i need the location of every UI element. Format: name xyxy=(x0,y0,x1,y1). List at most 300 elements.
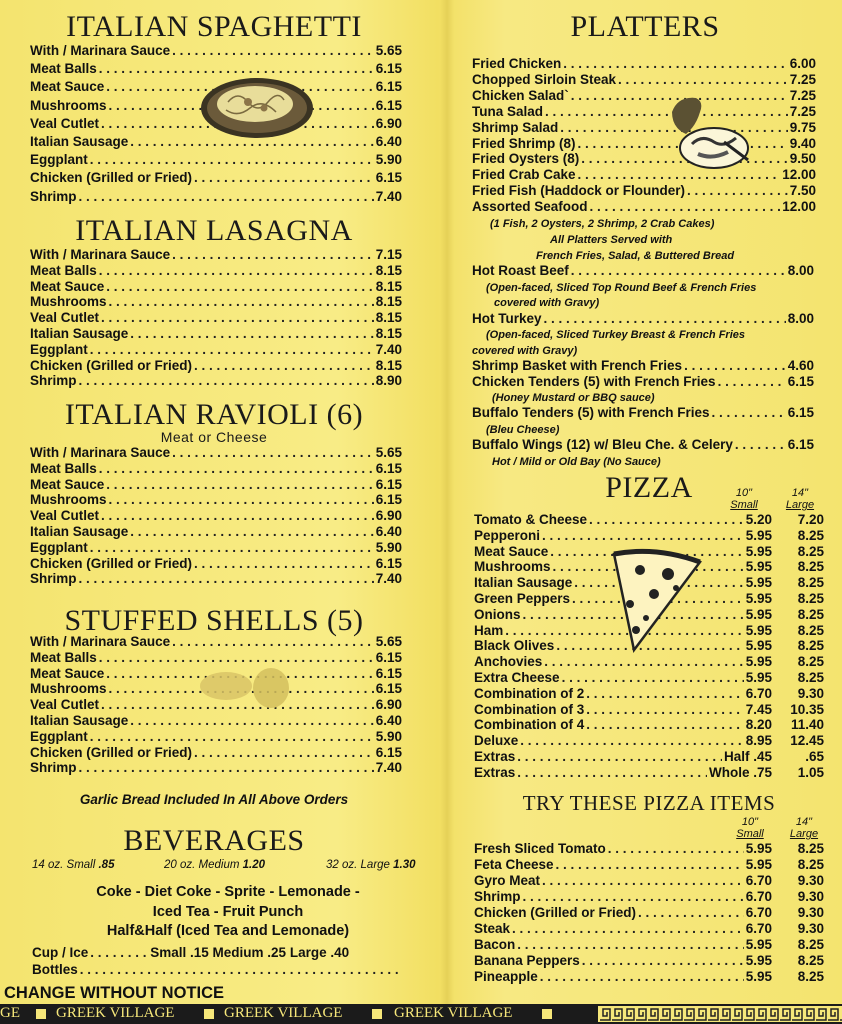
menu-item-price: 6.15 xyxy=(375,744,402,760)
pizza-large-price: 8.25 xyxy=(797,591,824,606)
pizza-small-price: 5.95 xyxy=(745,527,772,543)
pizza-small-price: 6.70 xyxy=(745,889,772,904)
pizza-item-row xyxy=(474,889,824,905)
leader-dots xyxy=(517,765,707,781)
menu-item-price: 5.90 xyxy=(375,728,402,744)
leader-dots xyxy=(563,56,787,72)
pizza-item-name: Combination of 3 xyxy=(474,701,585,717)
turkey-note-1: (Open-faced, Sliced Turkey Breast & French Fries xyxy=(486,329,745,341)
footer-brand-3: GREEK VILLAGE xyxy=(394,1005,513,1021)
size-small: 14 oz. Small .85 xyxy=(32,859,115,871)
pizza-large-price: 8.25 xyxy=(797,543,824,559)
menu-item-price: 5.90 xyxy=(375,539,402,555)
menu-item-name: Meat Sauce xyxy=(30,79,105,95)
pizza-small-price: 5.95 xyxy=(745,654,772,670)
menu-item-row xyxy=(30,745,402,761)
roast-beef-row: Hot Roast Beef . . . 8.00 xyxy=(472,263,814,279)
pizza-large-price: 8.25 xyxy=(797,969,824,984)
menu-item-name: Italian Sausage xyxy=(30,713,129,728)
leader-dots xyxy=(172,43,374,59)
pizza-small-price: 6.70 xyxy=(745,905,772,920)
pizza-item-name: Extras xyxy=(474,764,516,780)
menu-item-row xyxy=(30,189,402,205)
menu-item-price: 6.90 xyxy=(375,697,402,713)
footer-brand-1: GREEK VILLAGE xyxy=(56,1005,175,1021)
menu-item-price: 6.90 xyxy=(375,115,402,131)
leader-dots xyxy=(512,921,744,937)
menu-item-row xyxy=(30,294,402,310)
pizza-item-row xyxy=(474,765,824,781)
pizza-item-name: Pepperoni xyxy=(474,527,541,543)
ravioli-heading: ITALIAN RAVIOLI (6) xyxy=(64,398,364,431)
served-note-1: All Platters Served with xyxy=(550,234,673,246)
leader-dots xyxy=(586,717,743,733)
leader-dots xyxy=(99,263,374,279)
menu-item-name: Italian Sausage xyxy=(30,524,129,539)
leader-dots xyxy=(79,189,374,205)
leader-dots xyxy=(90,540,374,556)
pizza-item-name: Mushrooms xyxy=(474,559,551,575)
leader-dots xyxy=(556,857,744,873)
greek-key-border-icon xyxy=(598,1006,842,1022)
menu-item-price: 8.15 xyxy=(375,278,402,294)
pizza-large-price: 8.25 xyxy=(797,622,824,638)
menu-item-price: 8.15 xyxy=(375,326,402,341)
menu-item-name: Veal Cutlet xyxy=(30,508,100,524)
menu-item-price: 7.25 xyxy=(789,71,816,87)
menu-item-row xyxy=(30,524,402,540)
beverage-line-2: Iced Tea - Fruit Punch xyxy=(152,904,304,920)
menu-item-price: 8.15 xyxy=(375,262,402,278)
leader-dots xyxy=(130,326,373,342)
pizza-item-row xyxy=(474,749,824,765)
pizza-small-price: 6.70 xyxy=(745,873,772,888)
leader-dots xyxy=(172,445,374,461)
menu-item-price: 9.75 xyxy=(789,119,816,135)
roast-beef-note-1: (Open-faced, Sliced Top Round Beef & French Fries xyxy=(486,282,757,294)
menu-item-name: Shrimp xyxy=(30,188,77,204)
leader-dots xyxy=(523,889,744,905)
menu-item-row xyxy=(30,326,402,342)
pizza-item-row xyxy=(474,873,824,889)
menu-item-price: 6.15 xyxy=(375,555,402,571)
pizza-large-price: 9.30 xyxy=(797,889,824,904)
change-notice: CHANGE WITHOUT NOTICE xyxy=(4,984,224,1002)
cup-ice-row: Cup / Ice . . . Small .15 Medium .25 Large .40 xyxy=(32,945,404,961)
menu-item-price: 6.15 xyxy=(375,476,402,492)
pizza-item-name: Feta Cheese xyxy=(474,857,554,872)
leader-dots xyxy=(194,358,374,374)
stuffed-shells-icon xyxy=(198,664,294,714)
pizza-item-name: Deluxe xyxy=(474,733,519,749)
leader-dots xyxy=(638,905,744,921)
pizza-large-price: 8.25 xyxy=(797,527,824,543)
menu-item-name: With / Marinara Sauce xyxy=(30,634,171,649)
wings-note: Hot / Mild or Old Bay (No Sauce) xyxy=(492,456,661,468)
spaghetti-heading: ITALIAN SPAGHETTI xyxy=(66,10,362,43)
menu-item-name: Meat Balls xyxy=(30,262,97,278)
pizza-item-row xyxy=(474,905,824,921)
pizza-item-name: Anchovies xyxy=(474,654,543,670)
menu-item-price: 5.65 xyxy=(375,43,402,58)
menu-item-row xyxy=(30,263,402,279)
size-large: 32 oz. Large 1.30 xyxy=(326,859,416,871)
pizza-item-row xyxy=(474,717,824,733)
leader-dots xyxy=(589,512,744,528)
pizza-item-name: Bacon xyxy=(474,937,516,952)
menu-item-name: Fried Fish (Haddock or Flounder) xyxy=(472,183,686,199)
pizza-item-row xyxy=(474,921,824,937)
pizza-small-price: 7.45 xyxy=(745,701,772,717)
leader-dots xyxy=(130,713,373,729)
pizza-item-name: Pineapple xyxy=(474,969,538,984)
menu-item-price: 8.90 xyxy=(375,373,402,389)
footer-square-icon xyxy=(204,1009,214,1019)
beverage-line-3: Half&Half (Iced Tea and Lemonade) xyxy=(106,923,350,939)
pizza-item-row xyxy=(474,702,824,718)
pizza-item-name: Black Olives xyxy=(474,638,555,654)
pizza-item-row xyxy=(474,512,824,528)
menu-item-price: 7.50 xyxy=(789,183,816,199)
leader-dots xyxy=(542,528,744,544)
menu-item-row xyxy=(30,540,402,556)
served-note-2: French Fries, Salad, & Buttered Bread xyxy=(536,250,735,262)
menu-item-price: 6.15 xyxy=(375,79,402,95)
pizza-large-price: .65 xyxy=(805,749,824,764)
seafood-platter-icon xyxy=(662,94,752,174)
menu-item-name: Veal Cutlet xyxy=(30,115,100,131)
menu-item-price: 7.25 xyxy=(789,87,816,103)
menu-item-row xyxy=(30,571,402,587)
pizza-item-name: Banana Peppers xyxy=(474,953,580,968)
menu-item-price: 6.40 xyxy=(375,524,402,539)
pizza-large-price: 8.25 xyxy=(797,575,824,591)
menu-item-name: Tuna Salad xyxy=(472,103,544,119)
pizza-small-price: 5.95 xyxy=(745,591,772,606)
menu-item-price: 12.00 xyxy=(782,199,816,215)
leader-dots xyxy=(172,247,374,263)
footer-square-icon xyxy=(36,1009,46,1019)
leader-dots xyxy=(101,508,374,524)
menu-item-row xyxy=(30,43,402,59)
pizza-items-large-header: 14" Large xyxy=(789,816,819,840)
menu-item-row xyxy=(472,151,816,167)
leader-dots xyxy=(79,760,374,776)
menu-item-row xyxy=(30,461,402,477)
pizza-item-row xyxy=(474,733,824,749)
menu-item-row xyxy=(30,170,402,186)
pizza-small-price: 5.95 xyxy=(745,638,772,654)
menu-item-name: Assorted Seafood xyxy=(472,199,588,215)
footer-square-icon xyxy=(372,1009,382,1019)
leader-dots xyxy=(194,556,374,572)
menu-item-name: Meat Sauce xyxy=(30,278,105,294)
leader-dots xyxy=(109,294,374,310)
menu-item-row xyxy=(30,729,402,745)
leader-dots xyxy=(99,461,374,477)
pizza-large-price: 8.25 xyxy=(797,559,824,575)
menu-item-name: Fried Shrimp (8) xyxy=(472,135,576,151)
menu-item-price: 9.50 xyxy=(789,151,816,167)
pizza-items-heading: TRY THESE PIZZA ITEMS xyxy=(522,791,776,815)
pizza-item-row xyxy=(474,969,824,985)
menu-item-name: Fried Oysters (8) xyxy=(472,151,580,167)
pizza-small-price: 5.95 xyxy=(745,606,772,622)
pizza-item-name: Steak xyxy=(474,921,511,936)
pizza-item-name: Tomato & Cheese xyxy=(474,512,588,527)
menu-item-price: 5.90 xyxy=(375,152,402,168)
pizza-small-price: 6.70 xyxy=(745,685,772,701)
pizza-large-header: 14" Large xyxy=(785,487,815,511)
pizza-large-price: 12.45 xyxy=(790,733,824,749)
pizza-small-price: 5.95 xyxy=(745,857,772,872)
platters-heading: PLATTERS xyxy=(570,10,720,43)
tenders-note: (Honey Mustard or BBQ sauce) xyxy=(492,392,655,404)
menu-item-name: Meat Balls xyxy=(30,61,97,77)
menu-item-price: 7.40 xyxy=(375,571,402,587)
menu-item-name: Mushrooms xyxy=(30,492,107,508)
menu-item-price: 6.15 xyxy=(375,97,402,113)
menu-item-row xyxy=(472,136,816,152)
pizza-small-price: Whole .75 xyxy=(708,764,772,780)
buffalo-tenders-note: (Bleu Cheese) xyxy=(486,424,560,436)
menu-item-name: Veal Cutlet xyxy=(30,310,100,326)
menu-item-price: 6.15 xyxy=(375,61,402,77)
pizza-large-price: 7.20 xyxy=(797,512,824,527)
pizza-large-price: 9.30 xyxy=(797,873,824,888)
leader-dots xyxy=(618,72,788,88)
menu-item-price: 6.15 xyxy=(375,649,402,665)
pizza-item-name: Gyro Meat xyxy=(474,873,541,888)
menu-item-price: 6.40 xyxy=(375,134,402,149)
pizza-large-price: 8.25 xyxy=(797,857,824,872)
pizza-item-row xyxy=(474,857,824,873)
menu-item-name: Chopped Sirloin Steak xyxy=(472,71,617,87)
menu-item-row xyxy=(472,183,816,199)
menu-item-row xyxy=(30,373,402,389)
menu-item-price: 9.40 xyxy=(789,135,816,151)
menu-item-name: Mushrooms xyxy=(30,294,107,310)
pizza-small-price: 5.95 xyxy=(745,841,772,856)
menu-item-price: 5.65 xyxy=(375,634,402,649)
menu-item-price: 6.15 xyxy=(375,681,402,697)
menu-item-row xyxy=(472,88,816,104)
shrimp-basket-row: Shrimp Basket with French Fries . . . 4.60 xyxy=(472,358,814,374)
menu-item-row xyxy=(472,104,816,120)
right-column xyxy=(470,0,824,1004)
menu-item-name: Meat Sauce xyxy=(30,665,105,681)
pizza-large-price: 8.25 xyxy=(797,841,824,856)
menu-item-row xyxy=(30,508,402,524)
pizza-item-name: Combination of 4 xyxy=(474,717,585,733)
pizza-item-name: Meat Sauce xyxy=(474,543,549,559)
menu-item-row xyxy=(30,279,402,295)
menu-item-name: Shrimp xyxy=(30,373,77,389)
left-column xyxy=(4,0,416,1004)
pizza-large-price: 9.30 xyxy=(797,905,824,920)
page-fold xyxy=(440,0,454,1004)
pizza-item-name: Green Peppers xyxy=(474,591,571,606)
pizza-item-row xyxy=(474,841,824,857)
spaghetti-plate-icon xyxy=(198,72,316,142)
menu-item-price: 6.15 xyxy=(375,665,402,681)
pizza-item-name: Italian Sausage xyxy=(474,575,573,591)
leader-dots xyxy=(79,373,374,389)
menu-item-row xyxy=(30,310,402,326)
pizza-large-price: 8.25 xyxy=(797,953,824,968)
pizza-item-name: Chicken (Grilled or Fried) xyxy=(474,905,637,920)
menu-item-name: Mushrooms xyxy=(30,681,107,697)
pizza-item-name: Fresh Sliced Tomato xyxy=(474,841,606,856)
leader-dots xyxy=(590,199,781,215)
pizza-large-price: 10.35 xyxy=(790,701,824,717)
menu-item-name: With / Marinara Sauce xyxy=(30,445,171,460)
pizza-item-name: Ham xyxy=(474,622,504,638)
menu-item-row xyxy=(472,199,816,215)
menu-item-price: 8.15 xyxy=(375,294,402,310)
pizza-large-price: 8.25 xyxy=(797,937,824,952)
leader-dots xyxy=(194,745,374,761)
pizza-item-row xyxy=(474,670,824,686)
leader-dots xyxy=(562,670,744,686)
pizza-item-row xyxy=(474,654,824,670)
pizza-large-price: 8.25 xyxy=(797,654,824,670)
buffalo-wings-row: Buffalo Wings (12) w/ Bleu Che. & Celery . . . 6.15 xyxy=(472,437,814,453)
menu-item-price: 8.15 xyxy=(375,357,402,373)
leader-dots xyxy=(687,183,788,199)
menu-item-row xyxy=(472,72,816,88)
pizza-items-small-header: 10" Small xyxy=(736,816,764,840)
footer-brand-2: GREEK VILLAGE xyxy=(224,1005,343,1021)
menu-item-name: Italian Sausage xyxy=(30,134,129,149)
seafood-note: (1 Fish, 2 Oysters, 2 Shrimp, 2 Crab Cakes) xyxy=(490,218,715,230)
turkey-note-2: covered with Gravy) xyxy=(472,345,578,357)
pizza-small-price: 5.95 xyxy=(745,559,772,575)
menu-item-name: Chicken (Grilled or Fried) xyxy=(30,744,193,760)
menu-item-row xyxy=(472,56,816,72)
pizza-item-row xyxy=(474,528,824,544)
pizza-small-price: 5.95 xyxy=(745,670,772,685)
leader-dots xyxy=(608,841,744,857)
pizza-heading: PIZZA xyxy=(605,471,693,504)
pizza-small-price: 5.95 xyxy=(745,969,772,984)
menu-item-price: 6.00 xyxy=(789,56,816,71)
pizza-item-row xyxy=(474,686,824,702)
pizza-small-price: 8.95 xyxy=(745,733,772,749)
pizza-slice-icon xyxy=(610,548,704,654)
pizza-small-price: 5.95 xyxy=(745,622,772,638)
menu-item-name: Mushrooms xyxy=(30,97,107,113)
pizza-large-price: 9.30 xyxy=(797,685,824,701)
menu-item-name: Eggplant xyxy=(30,539,88,555)
leader-dots xyxy=(79,571,374,587)
menu-item-row xyxy=(30,492,402,508)
leader-dots xyxy=(90,152,374,168)
beverage-line-1: Coke - Diet Coke - Sprite - Lemonade - xyxy=(96,884,360,900)
pizza-large-price: 8.25 xyxy=(797,638,824,654)
leader-dots xyxy=(517,749,722,765)
menu-item-name: Chicken (Grilled or Fried) xyxy=(30,170,193,186)
footer-brand-partial: GE xyxy=(0,1005,20,1021)
pizza-large-price: 9.30 xyxy=(797,921,824,936)
menu-item-price: 5.65 xyxy=(375,445,402,460)
menu-item-row xyxy=(30,477,402,493)
pizza-item-row xyxy=(474,953,824,969)
menu-item-price: 7.40 xyxy=(375,341,402,357)
pizza-small-price: 8.20 xyxy=(745,717,772,733)
pizza-item-row xyxy=(474,937,824,953)
chicken-tenders-row: Chicken Tenders (5) with French Fries . . . 6.15 xyxy=(472,374,814,390)
menu-item-row xyxy=(30,556,402,572)
leader-dots xyxy=(106,279,373,295)
pizza-small-price: 5.20 xyxy=(745,512,772,527)
pizza-item-name: Onions xyxy=(474,606,521,622)
pizza-large-price: 11.40 xyxy=(790,717,824,733)
size-medium: 20 oz. Medium 1.20 xyxy=(164,859,266,871)
menu-item-name: Italian Sausage xyxy=(30,326,129,341)
menu-item-name: Shrimp xyxy=(30,571,77,587)
menu-item-row xyxy=(30,760,402,776)
menu-item-price: 12.00 xyxy=(782,167,816,183)
menu-item-name: Chicken Salad` xyxy=(472,87,569,103)
menu-item-price: 7.25 xyxy=(789,103,816,119)
pizza-small-price: 5.95 xyxy=(745,543,772,559)
beverages-heading: BEVERAGES xyxy=(123,824,305,857)
menu-item-price: 6.40 xyxy=(375,713,402,728)
menu-item-name: Fried Crab Cake xyxy=(472,167,576,183)
pizza-large-price: 1.05 xyxy=(797,764,824,780)
menu-item-row xyxy=(30,247,402,263)
menu-item-price: 7.40 xyxy=(375,188,402,204)
leader-dots xyxy=(517,937,743,953)
leader-dots xyxy=(544,654,743,670)
shells-heading: STUFFED SHELLS (5) xyxy=(64,604,364,637)
pizza-small-price: 5.95 xyxy=(745,937,772,952)
menu-item-price: 6.15 xyxy=(375,492,402,508)
leader-dots xyxy=(106,477,373,493)
menu-item-price: 7.40 xyxy=(375,760,402,776)
leader-dots xyxy=(586,702,743,718)
leader-dots xyxy=(109,492,374,508)
menu-item-name: Eggplant xyxy=(30,152,88,168)
leader-dots xyxy=(194,170,374,186)
menu-item-name: Eggplant xyxy=(30,728,88,744)
menu-item-price: 6.15 xyxy=(375,460,402,476)
turkey-row: Hot Turkey . . . 8.00 xyxy=(472,311,814,327)
menu-item-name: With / Marinara Sauce xyxy=(30,247,171,262)
leader-dots xyxy=(540,969,744,985)
leader-dots xyxy=(101,310,374,326)
roast-beef-note-2: covered with Gravy) xyxy=(494,297,600,309)
pizza-large-price: 8.25 xyxy=(797,670,824,685)
pizza-small-price: Half .45 xyxy=(723,749,772,764)
garlic-bread-note: Garlic Bread Included In All Above Orders xyxy=(79,792,349,807)
pizza-small-price: 6.70 xyxy=(745,921,772,936)
menu-item-row xyxy=(472,167,816,183)
menu-item-name: Meat Balls xyxy=(30,649,97,665)
menu-item-row xyxy=(30,445,402,461)
leader-dots xyxy=(520,733,743,749)
bottles-row: Bottles . . . xyxy=(32,962,404,978)
pizza-item-name: Shrimp xyxy=(474,889,521,904)
leader-dots xyxy=(542,873,744,889)
menu-item-price: 8.15 xyxy=(375,310,402,326)
menu-item-row xyxy=(30,634,402,650)
menu-item-name: Eggplant xyxy=(30,341,88,357)
menu-item-name: Meat Sauce xyxy=(30,476,105,492)
leader-dots xyxy=(90,729,374,745)
pizza-large-price: 8.25 xyxy=(797,606,824,622)
